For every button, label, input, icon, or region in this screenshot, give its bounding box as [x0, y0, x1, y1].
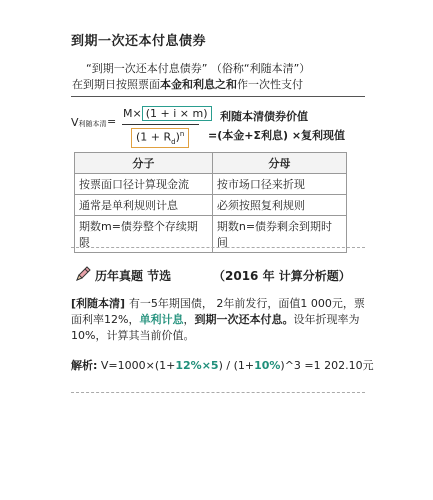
question-part: ， — [183, 313, 195, 326]
section-year: （2016 年 计算分析题） — [213, 269, 351, 283]
intro-bold: 本金和利息之和 — [160, 78, 237, 91]
formula-denominator — [131, 128, 189, 148]
answer-part: ) / (1+ — [218, 359, 255, 372]
table-cell: 期数n=债券剩余到期时间 — [212, 216, 346, 253]
table-cell: 通常是单利规则计息 — [75, 195, 213, 216]
denominator-close: ) — [175, 130, 180, 144]
fraction-line — [122, 124, 199, 125]
numerator-text: M× — [123, 107, 142, 120]
section-divider — [71, 247, 365, 248]
denominator-text: (1 + R — [136, 130, 172, 144]
header-denominator: 分母 — [212, 153, 346, 174]
question-part: 设年折现率为10%，计算其当前价值。 — [71, 313, 360, 342]
equals-sign: = — [107, 115, 117, 128]
intro-text: 作一次性支付 — [237, 78, 303, 91]
pencil-icon — [74, 265, 92, 283]
answer-label: 解析: — [71, 359, 98, 372]
intro-line-2 — [72, 76, 303, 92]
table-cell: 按市场口径来折现 — [212, 174, 346, 195]
formula-note-1: 利随本清债券价值 — [220, 110, 308, 123]
answer-highlight: 12%×5 — [175, 359, 219, 372]
denominator-exp: n — [179, 130, 185, 138]
table-row — [75, 174, 347, 195]
section-title: 历年真题 节选 — [95, 269, 172, 283]
lhs-sub: 利随本清 — [78, 120, 107, 128]
intro-line-1: “到期一次还本付息债券” （俗称“利随本清”） — [86, 62, 311, 75]
table-cell: 必须按照复利规则 — [212, 195, 346, 216]
page-title: 到期一次还本付息债券 — [71, 34, 207, 49]
answer-highlight: 10% — [254, 359, 281, 372]
lhs-main: V — [71, 116, 79, 129]
section-divider — [71, 392, 365, 393]
question-highlight: 单利计息 — [139, 313, 184, 326]
answer-part: )^3 =1 202.10元 — [280, 359, 374, 372]
denominator-sub: d — [171, 137, 176, 146]
header-numerator: 分子 — [75, 153, 213, 174]
intro-text: 在到期日按照票面 — [72, 78, 160, 91]
answer-part: V=1000×(1+ — [97, 359, 176, 372]
question-tag: [利随本清] — [71, 297, 129, 310]
table-cell: 期数m=债券整个存续期限 — [75, 216, 213, 253]
question-bold: 到期一次还本付息。 — [194, 313, 294, 326]
formula-numerator — [123, 106, 212, 121]
question-text — [71, 296, 371, 344]
numerator-box: (1 + i × m) — [142, 106, 212, 121]
table-header-row — [75, 153, 347, 174]
table-row — [75, 195, 347, 216]
question-part: 有一5年期国债， 2年前发行，面值1 000元，票面利率12%， — [71, 297, 365, 326]
table-cell: 按票面口径计算现金流 — [75, 174, 213, 195]
comparison-table — [74, 152, 347, 253]
divider — [71, 96, 365, 97]
formula-note-2: =(本金+Σ利息) ×复利现值 — [208, 129, 346, 142]
answer-line — [71, 357, 374, 373]
formula-lhs — [71, 116, 107, 129]
